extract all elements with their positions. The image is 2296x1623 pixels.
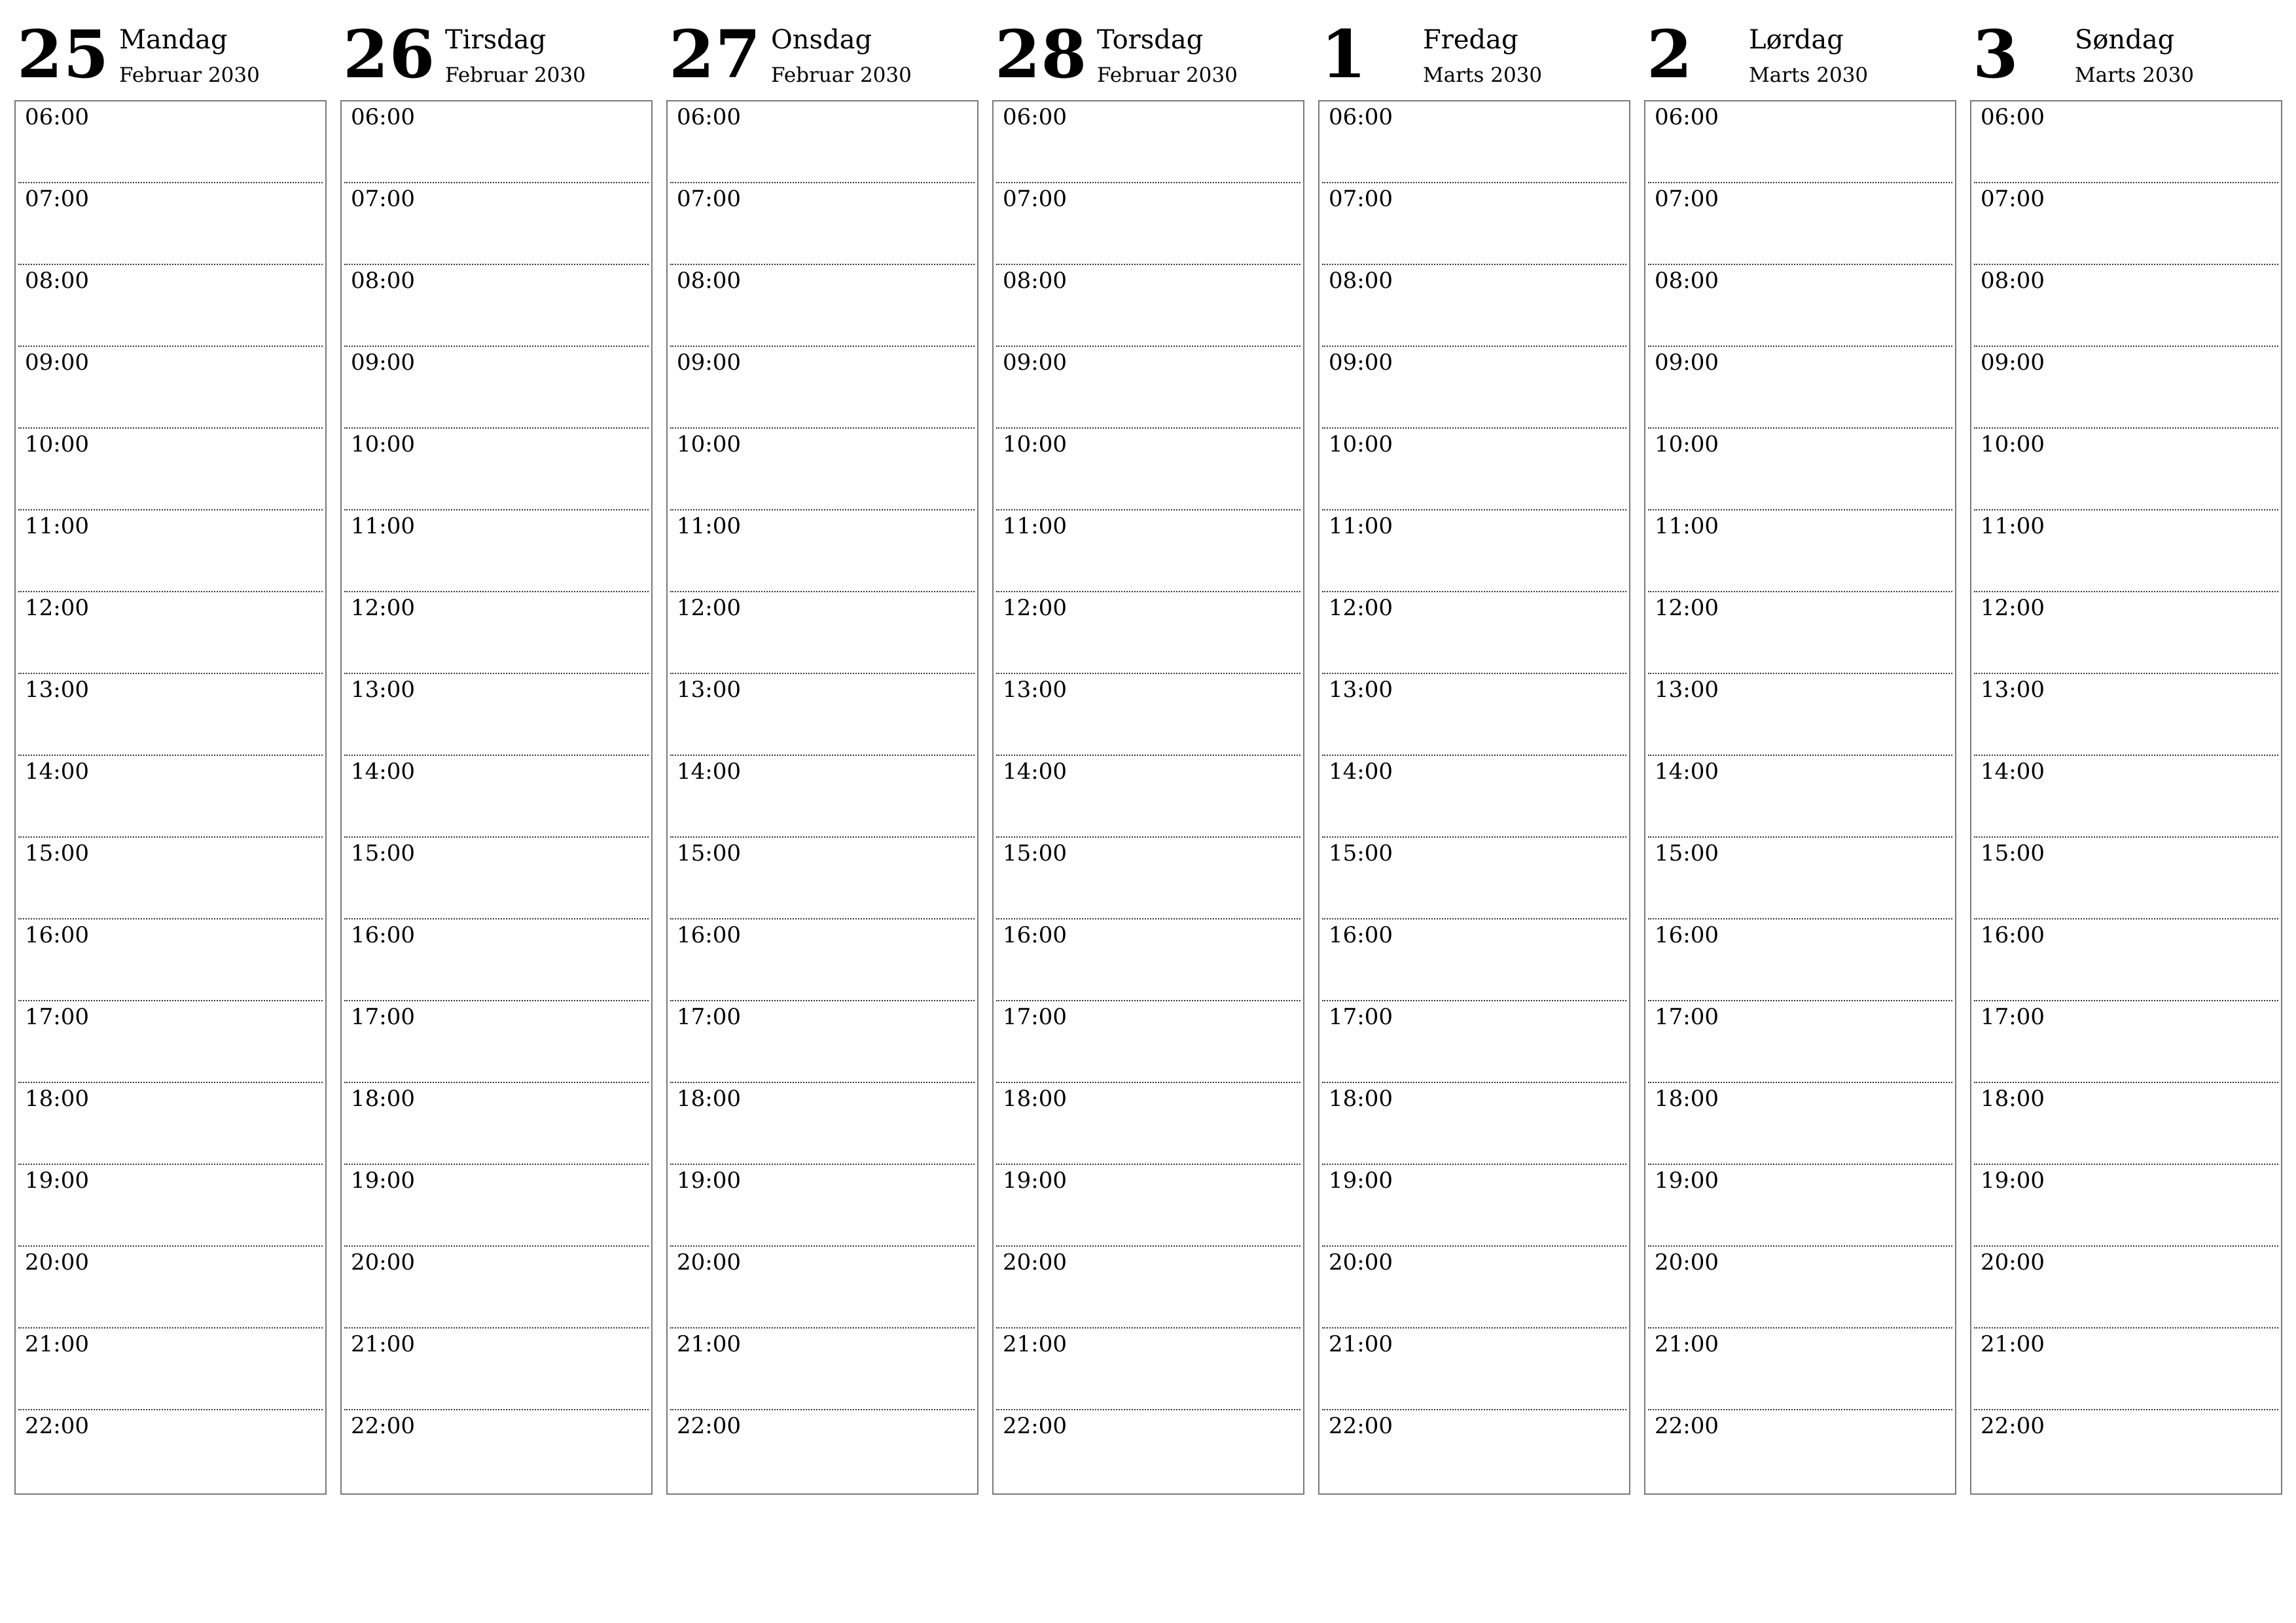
time-label: 13:00 — [351, 677, 415, 703]
time-slot[interactable] — [670, 592, 975, 674]
time-slot[interactable] — [1974, 674, 2278, 756]
time-slot[interactable] — [996, 756, 1300, 838]
time-slot[interactable] — [1322, 1083, 1626, 1165]
time-label: 14:00 — [677, 758, 741, 785]
time-slot[interactable] — [1974, 1083, 2278, 1165]
time-label: 19:00 — [677, 1168, 741, 1194]
day-column — [1970, 12, 2282, 1497]
time-label: 22:00 — [351, 1413, 415, 1439]
time-label: 19:00 — [1003, 1168, 1067, 1194]
time-label: 16:00 — [677, 922, 741, 948]
time-slot[interactable] — [344, 265, 649, 347]
time-slot[interactable] — [1974, 1247, 2278, 1329]
time-slot[interactable] — [1648, 919, 1952, 1001]
time-slot[interactable] — [996, 1001, 1300, 1083]
time-label: 18:00 — [1329, 1086, 1393, 1112]
time-slot[interactable] — [18, 1001, 323, 1083]
time-slot[interactable] — [344, 592, 649, 674]
day-month: Februar 2030 — [445, 63, 586, 87]
day-number: 1 — [1321, 16, 1367, 93]
time-slot[interactable] — [996, 183, 1300, 265]
time-label: 14:00 — [1329, 758, 1393, 785]
time-label: 10:00 — [677, 431, 741, 457]
time-label: 11:00 — [1981, 513, 2045, 539]
time-label: 06:00 — [1655, 104, 1719, 130]
time-slot[interactable] — [670, 1165, 975, 1247]
day-column — [1318, 12, 1630, 1497]
time-slot[interactable] — [18, 592, 323, 674]
time-label: 22:00 — [1329, 1413, 1393, 1439]
time-label: 20:00 — [1981, 1249, 2045, 1275]
time-label: 21:00 — [1329, 1331, 1393, 1357]
time-label: 09:00 — [1655, 349, 1719, 376]
time-label: 11:00 — [677, 513, 741, 539]
time-slot[interactable] — [670, 674, 975, 756]
time-label: 06:00 — [1981, 104, 2045, 130]
time-slot[interactable] — [996, 674, 1300, 756]
time-label: 09:00 — [25, 349, 89, 376]
time-slot[interactable] — [344, 1001, 649, 1083]
time-slot[interactable] — [1648, 101, 1952, 183]
time-slot[interactable] — [1322, 919, 1626, 1001]
time-slot[interactable] — [344, 347, 649, 429]
time-slot[interactable] — [18, 1083, 323, 1165]
time-label: 14:00 — [1003, 758, 1067, 785]
time-slot[interactable] — [1974, 838, 2278, 919]
time-slot[interactable] — [670, 347, 975, 429]
time-slot[interactable] — [1322, 1410, 1626, 1492]
time-label: 20:00 — [1329, 1249, 1393, 1275]
time-label: 13:00 — [1329, 677, 1393, 703]
time-slot[interactable] — [1322, 838, 1626, 919]
time-slot[interactable] — [18, 674, 323, 756]
time-label: 12:00 — [1329, 595, 1393, 621]
time-label: 08:00 — [25, 268, 89, 294]
time-slot[interactable] — [1974, 101, 2278, 183]
time-slot[interactable] — [1974, 919, 2278, 1001]
time-label: 11:00 — [1655, 513, 1719, 539]
time-label: 06:00 — [677, 104, 741, 130]
time-label: 15:00 — [25, 840, 89, 866]
time-slot[interactable] — [670, 183, 975, 265]
day-number: 26 — [343, 16, 436, 93]
time-label: 16:00 — [1655, 922, 1719, 948]
time-slot[interactable] — [1648, 510, 1952, 592]
time-slot[interactable] — [1648, 1329, 1952, 1410]
day-column — [666, 12, 978, 1497]
time-label: 08:00 — [351, 268, 415, 294]
day-schedule — [1644, 100, 1956, 1495]
time-slot[interactable] — [1974, 510, 2278, 592]
time-slot[interactable] — [1322, 674, 1626, 756]
time-label: 16:00 — [351, 922, 415, 948]
time-label: 16:00 — [1003, 922, 1067, 948]
time-label: 07:00 — [1981, 186, 2045, 212]
day-header — [1318, 12, 1630, 100]
time-label: 12:00 — [1003, 595, 1067, 621]
day-month: Februar 2030 — [771, 63, 912, 87]
time-slot[interactable] — [1322, 265, 1626, 347]
day-column — [340, 12, 653, 1497]
time-slot[interactable] — [670, 1247, 975, 1329]
time-slot[interactable] — [670, 429, 975, 510]
time-label: 09:00 — [1981, 349, 2045, 376]
time-label: 07:00 — [25, 186, 89, 212]
time-label: 06:00 — [1003, 104, 1067, 130]
time-slot[interactable] — [18, 838, 323, 919]
time-label: 19:00 — [1981, 1168, 2045, 1194]
time-slot[interactable] — [344, 1083, 649, 1165]
time-slot[interactable] — [1322, 1165, 1626, 1247]
time-label: 14:00 — [25, 758, 89, 785]
time-slot[interactable] — [670, 1410, 975, 1492]
time-slot[interactable] — [344, 429, 649, 510]
time-slot[interactable] — [1974, 1165, 2278, 1247]
time-slot[interactable] — [1322, 347, 1626, 429]
time-label: 14:00 — [351, 758, 415, 785]
time-label: 12:00 — [1655, 595, 1719, 621]
time-label: 09:00 — [1329, 349, 1393, 376]
time-slot[interactable] — [1322, 429, 1626, 510]
time-label: 07:00 — [1655, 186, 1719, 212]
day-month: Februar 2030 — [1097, 63, 1238, 87]
day-header — [1970, 12, 2282, 100]
time-label: 11:00 — [1003, 513, 1067, 539]
time-slot[interactable] — [996, 1410, 1300, 1492]
time-label: 17:00 — [351, 1004, 415, 1030]
weekly-planner — [14, 12, 2283, 1497]
time-label: 09:00 — [1003, 349, 1067, 376]
time-slot[interactable] — [18, 1410, 323, 1492]
time-slot[interactable] — [996, 1247, 1300, 1329]
time-label: 17:00 — [1981, 1004, 2045, 1030]
day-name: Mandag — [119, 25, 228, 55]
time-label: 17:00 — [677, 1004, 741, 1030]
time-slot[interactable] — [1322, 101, 1626, 183]
day-column — [992, 12, 1304, 1497]
time-label: 16:00 — [1981, 922, 2045, 948]
time-slot[interactable] — [1974, 1329, 2278, 1410]
time-slot[interactable] — [996, 347, 1300, 429]
day-header — [14, 12, 327, 100]
time-slot[interactable] — [670, 1329, 975, 1410]
time-label: 15:00 — [1655, 840, 1719, 866]
time-slot[interactable] — [1974, 592, 2278, 674]
time-slot[interactable] — [18, 347, 323, 429]
time-label: 15:00 — [1329, 840, 1393, 866]
time-slot[interactable] — [1974, 347, 2278, 429]
day-header — [1644, 12, 1956, 100]
time-label: 10:00 — [1003, 431, 1067, 457]
time-label: 22:00 — [25, 1413, 89, 1439]
time-label: 12:00 — [25, 595, 89, 621]
time-label: 19:00 — [25, 1168, 89, 1194]
time-slot[interactable] — [18, 265, 323, 347]
time-slot[interactable] — [1322, 1001, 1626, 1083]
time-slot[interactable] — [1974, 265, 2278, 347]
time-label: 18:00 — [1981, 1086, 2045, 1112]
time-label: 11:00 — [351, 513, 415, 539]
time-label: 17:00 — [1329, 1004, 1393, 1030]
time-label: 13:00 — [677, 677, 741, 703]
day-month: Marts 2030 — [1749, 63, 1869, 87]
time-slot[interactable] — [1322, 1247, 1626, 1329]
time-label: 07:00 — [677, 186, 741, 212]
time-label: 19:00 — [1655, 1168, 1719, 1194]
time-label: 13:00 — [1655, 677, 1719, 703]
time-slot[interactable] — [1648, 838, 1952, 919]
time-slot[interactable] — [1648, 1083, 1952, 1165]
time-slot[interactable] — [670, 919, 975, 1001]
day-name: Lørdag — [1749, 25, 1844, 55]
time-label: 22:00 — [677, 1413, 741, 1439]
time-label: 20:00 — [677, 1249, 741, 1275]
time-slot[interactable] — [1974, 429, 2278, 510]
time-slot[interactable] — [18, 101, 323, 183]
time-slot[interactable] — [1648, 756, 1952, 838]
time-label: 11:00 — [25, 513, 89, 539]
time-slot[interactable] — [996, 1329, 1300, 1410]
time-slot[interactable] — [1322, 592, 1626, 674]
time-slot[interactable] — [1322, 510, 1626, 592]
time-label: 14:00 — [1981, 758, 2045, 785]
time-label: 06:00 — [351, 104, 415, 130]
day-schedule — [666, 100, 978, 1495]
day-month: Marts 2030 — [1423, 63, 1543, 87]
time-label: 09:00 — [351, 349, 415, 376]
day-header — [992, 12, 1304, 100]
time-slot[interactable] — [670, 838, 975, 919]
time-slot[interactable] — [1648, 592, 1952, 674]
time-slot[interactable] — [996, 592, 1300, 674]
time-label: 06:00 — [1329, 104, 1393, 130]
time-label: 21:00 — [677, 1331, 741, 1357]
time-slot[interactable] — [18, 429, 323, 510]
time-label: 08:00 — [1981, 268, 2045, 294]
time-slot[interactable] — [1648, 1165, 1952, 1247]
day-month: Marts 2030 — [2075, 63, 2195, 87]
day-schedule — [1318, 100, 1630, 1495]
day-name: Fredag — [1423, 25, 1518, 55]
time-slot[interactable] — [18, 1247, 323, 1329]
time-label: 12:00 — [351, 595, 415, 621]
time-slot[interactable] — [996, 429, 1300, 510]
time-slot[interactable] — [344, 919, 649, 1001]
time-label: 12:00 — [677, 595, 741, 621]
time-slot[interactable] — [1648, 1247, 1952, 1329]
time-slot[interactable] — [1322, 183, 1626, 265]
time-label: 17:00 — [1003, 1004, 1067, 1030]
time-slot[interactable] — [670, 756, 975, 838]
day-name: Søndag — [2075, 25, 2175, 55]
time-slot[interactable] — [1648, 1410, 1952, 1492]
time-label: 15:00 — [1981, 840, 2045, 866]
time-slot[interactable] — [18, 1165, 323, 1247]
time-slot[interactable] — [996, 838, 1300, 919]
time-label: 08:00 — [1655, 268, 1719, 294]
time-label: 07:00 — [1003, 186, 1067, 212]
time-slot[interactable] — [996, 1165, 1300, 1247]
time-label: 21:00 — [1003, 1331, 1067, 1357]
time-slot[interactable] — [996, 510, 1300, 592]
day-name: Tirsdag — [445, 25, 547, 55]
time-slot[interactable] — [996, 1083, 1300, 1165]
time-label: 10:00 — [351, 431, 415, 457]
time-label: 19:00 — [351, 1168, 415, 1194]
time-label: 22:00 — [1003, 1413, 1067, 1439]
time-label: 20:00 — [351, 1249, 415, 1275]
time-label: 20:00 — [1003, 1249, 1067, 1275]
time-slot[interactable] — [344, 510, 649, 592]
time-label: 18:00 — [677, 1086, 741, 1112]
time-slot[interactable] — [1648, 1001, 1952, 1083]
time-label: 07:00 — [351, 186, 415, 212]
time-label: 22:00 — [1655, 1413, 1719, 1439]
time-slot[interactable] — [1648, 183, 1952, 265]
time-label: 21:00 — [1655, 1331, 1719, 1357]
time-slot[interactable] — [1322, 756, 1626, 838]
day-schedule — [14, 100, 327, 1495]
time-slot[interactable] — [670, 510, 975, 592]
time-label: 17:00 — [25, 1004, 89, 1030]
day-schedule — [340, 100, 653, 1495]
time-label: 14:00 — [1655, 758, 1719, 785]
day-column — [1644, 12, 1956, 1497]
time-slot[interactable] — [1648, 674, 1952, 756]
time-slot[interactable] — [344, 756, 649, 838]
day-schedule — [1970, 100, 2282, 1495]
time-slot[interactable] — [996, 101, 1300, 183]
time-slot[interactable] — [670, 1083, 975, 1165]
time-slot[interactable] — [344, 1329, 649, 1410]
day-schedule — [992, 100, 1304, 1495]
day-month: Februar 2030 — [119, 63, 260, 87]
time-label: 18:00 — [25, 1086, 89, 1112]
time-slot[interactable] — [1974, 756, 2278, 838]
time-slot[interactable] — [670, 265, 975, 347]
day-number: 3 — [1973, 16, 2019, 93]
time-label: 06:00 — [25, 104, 89, 130]
time-slot[interactable] — [1974, 1410, 2278, 1492]
time-slot[interactable] — [344, 183, 649, 265]
time-label: 22:00 — [1981, 1413, 2045, 1439]
time-label: 21:00 — [351, 1331, 415, 1357]
day-name: Onsdag — [771, 25, 872, 55]
time-slot[interactable] — [1648, 429, 1952, 510]
time-label: 18:00 — [1003, 1086, 1067, 1112]
time-slot[interactable] — [344, 101, 649, 183]
day-number: 25 — [17, 16, 110, 93]
time-slot[interactable] — [344, 1165, 649, 1247]
time-label: 19:00 — [1329, 1168, 1393, 1194]
time-label: 18:00 — [351, 1086, 415, 1112]
time-label: 21:00 — [1981, 1331, 2045, 1357]
time-label: 08:00 — [677, 268, 741, 294]
time-label: 15:00 — [677, 840, 741, 866]
time-label: 20:00 — [1655, 1249, 1719, 1275]
time-label: 13:00 — [1003, 677, 1067, 703]
day-header — [666, 12, 978, 100]
time-label: 09:00 — [677, 349, 741, 376]
time-label: 15:00 — [1003, 840, 1067, 866]
time-slot[interactable] — [1974, 1001, 2278, 1083]
time-label: 10:00 — [1655, 431, 1719, 457]
time-label: 18:00 — [1655, 1086, 1719, 1112]
time-slot[interactable] — [18, 183, 323, 265]
time-label: 12:00 — [1981, 595, 2045, 621]
time-label: 16:00 — [1329, 922, 1393, 948]
time-label: 10:00 — [1981, 431, 2045, 457]
day-column — [14, 12, 327, 1497]
time-slot[interactable] — [1322, 1329, 1626, 1410]
time-label: 21:00 — [25, 1331, 89, 1357]
time-label: 13:00 — [25, 677, 89, 703]
time-label: 20:00 — [25, 1249, 89, 1275]
time-slot[interactable] — [18, 1329, 323, 1410]
time-label: 08:00 — [1329, 268, 1393, 294]
time-label: 10:00 — [25, 431, 89, 457]
time-slot[interactable] — [18, 756, 323, 838]
time-label: 10:00 — [1329, 431, 1393, 457]
time-slot[interactable] — [996, 265, 1300, 347]
time-label: 15:00 — [351, 840, 415, 866]
time-slot[interactable] — [344, 1410, 649, 1492]
day-number: 28 — [995, 16, 1088, 93]
time-slot[interactable] — [670, 101, 975, 183]
time-label: 13:00 — [1981, 677, 2045, 703]
time-slot[interactable] — [670, 1001, 975, 1083]
time-slot[interactable] — [1648, 265, 1952, 347]
time-slot[interactable] — [1974, 183, 2278, 265]
time-slot[interactable] — [344, 838, 649, 919]
time-slot[interactable] — [996, 919, 1300, 1001]
day-name: Torsdag — [1097, 25, 1204, 55]
time-slot[interactable] — [18, 919, 323, 1001]
day-number: 27 — [669, 16, 762, 93]
time-label: 11:00 — [1329, 513, 1393, 539]
day-number: 2 — [1647, 16, 1693, 93]
time-slot[interactable] — [344, 674, 649, 756]
time-slot[interactable] — [344, 1247, 649, 1329]
time-slot[interactable] — [1648, 347, 1952, 429]
time-label: 08:00 — [1003, 268, 1067, 294]
time-label: 07:00 — [1329, 186, 1393, 212]
day-header — [340, 12, 653, 100]
time-label: 17:00 — [1655, 1004, 1719, 1030]
time-slot[interactable] — [18, 510, 323, 592]
time-label: 16:00 — [25, 922, 89, 948]
